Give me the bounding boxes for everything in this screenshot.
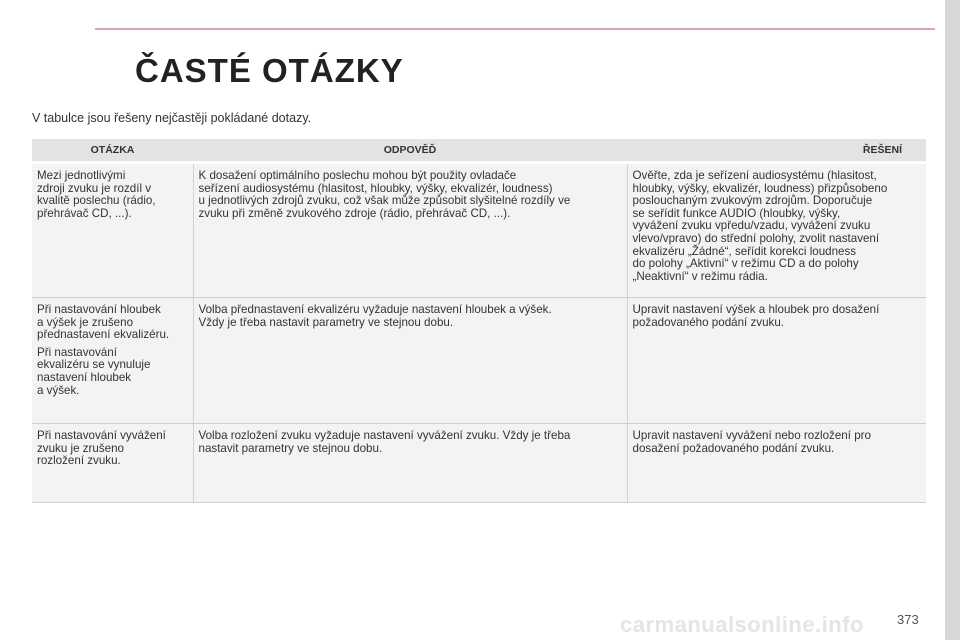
- faq-table: [32, 139, 926, 503]
- answer-cell: [193, 163, 627, 298]
- header-answer: ODPOVĚĎ: [193, 139, 627, 163]
- header-rule: [95, 28, 935, 30]
- question-cell: [32, 163, 193, 298]
- watermark-text: carmanualsonline.info: [620, 612, 864, 637]
- solution-cell: [627, 163, 926, 298]
- answer-text: K dosažení optimálního poslechu mohou být použity ovladače seřízení audiosystému (hlasitost, hloubky, výšky, ekvalizér, loudness) u jednotlivých zdrojů zvuku, což však může způsobit slyšitelné rozdíly ve zvuku při změně zvukového zdroje (rádio, přehrávač CD, ...).: [198, 169, 571, 220]
- header-solution: ŘEŠENÍ: [627, 139, 926, 163]
- table-row: [32, 424, 926, 503]
- solution-cell: [627, 424, 926, 503]
- question-cell: [32, 424, 193, 503]
- question-text: Mezi jednotlivými zdroji zvuku je rozdíl v kvalitě poslechu (rádio, přehrávač CD, ...).: [37, 169, 156, 220]
- page-edge-band: [945, 0, 960, 640]
- solution-text: Ověřte, zda je seřízení audiosystému (hlasitost, hloubky, výšky, ekvalizér, loudness) přizpůsobeno poslouchaným zvukovým zdrojům. Doporučuje se seřídit funkce AUDIO (hloubky, výšky, vyvážení zvuku vpředu/vzadu, vyvážení zvuku vlevo/vpravo) do střední polohy, zvolit nastavení ekvalizéru „Žádné“, seřídit korekci loudness do polohy „Aktivní“ v režimu CD a do polohy „Neaktivní“ v režimu rádia.: [632, 169, 888, 283]
- table-row: [32, 163, 926, 298]
- page-number: 373: [897, 612, 919, 627]
- question-text: Při nastavování ekvalizéru se vynuluje nastavení hloubek a výšek.: [37, 345, 151, 397]
- question-cell: [32, 298, 193, 424]
- solution-text: Upravit nastavení vyvážení nebo rozložení pro dosažení požadovaného podání zvuku.: [632, 429, 871, 455]
- intro-text: V tabulce jsou řešeny nejčastěji pokládané dotazy.: [32, 111, 312, 125]
- answer-text: Volba rozložení zvuku vyžaduje nastavení vyvážení zvuku. Vždy je třeba nastavit parametry ve stejnou dobu.: [198, 429, 571, 455]
- solution-cell: [627, 298, 926, 424]
- table-header-row: [32, 139, 926, 163]
- solution-text: Upravit nastavení výšek a hloubek pro dosažení požadovaného podání zvuku.: [632, 303, 880, 329]
- answer-cell: [193, 424, 627, 503]
- answer-cell: [193, 298, 627, 424]
- question-text: Při nastavování vyvážení zvuku je zrušeno rozložení zvuku.: [37, 429, 166, 468]
- question-text: Při nastavování hloubek a výšek je zrušeno přednastavení ekvalizéru.: [37, 303, 170, 342]
- table-row: [32, 298, 926, 424]
- page-title: ČASTÉ OTÁZKY: [135, 52, 404, 89]
- header-question: OTÁZKA: [32, 139, 193, 163]
- answer-text: Volba přednastavení ekvalizéru vyžaduje nastavení hloubek a výšek. Vždy je třeba nastavit parametry ve stejnou dobu.: [198, 303, 552, 329]
